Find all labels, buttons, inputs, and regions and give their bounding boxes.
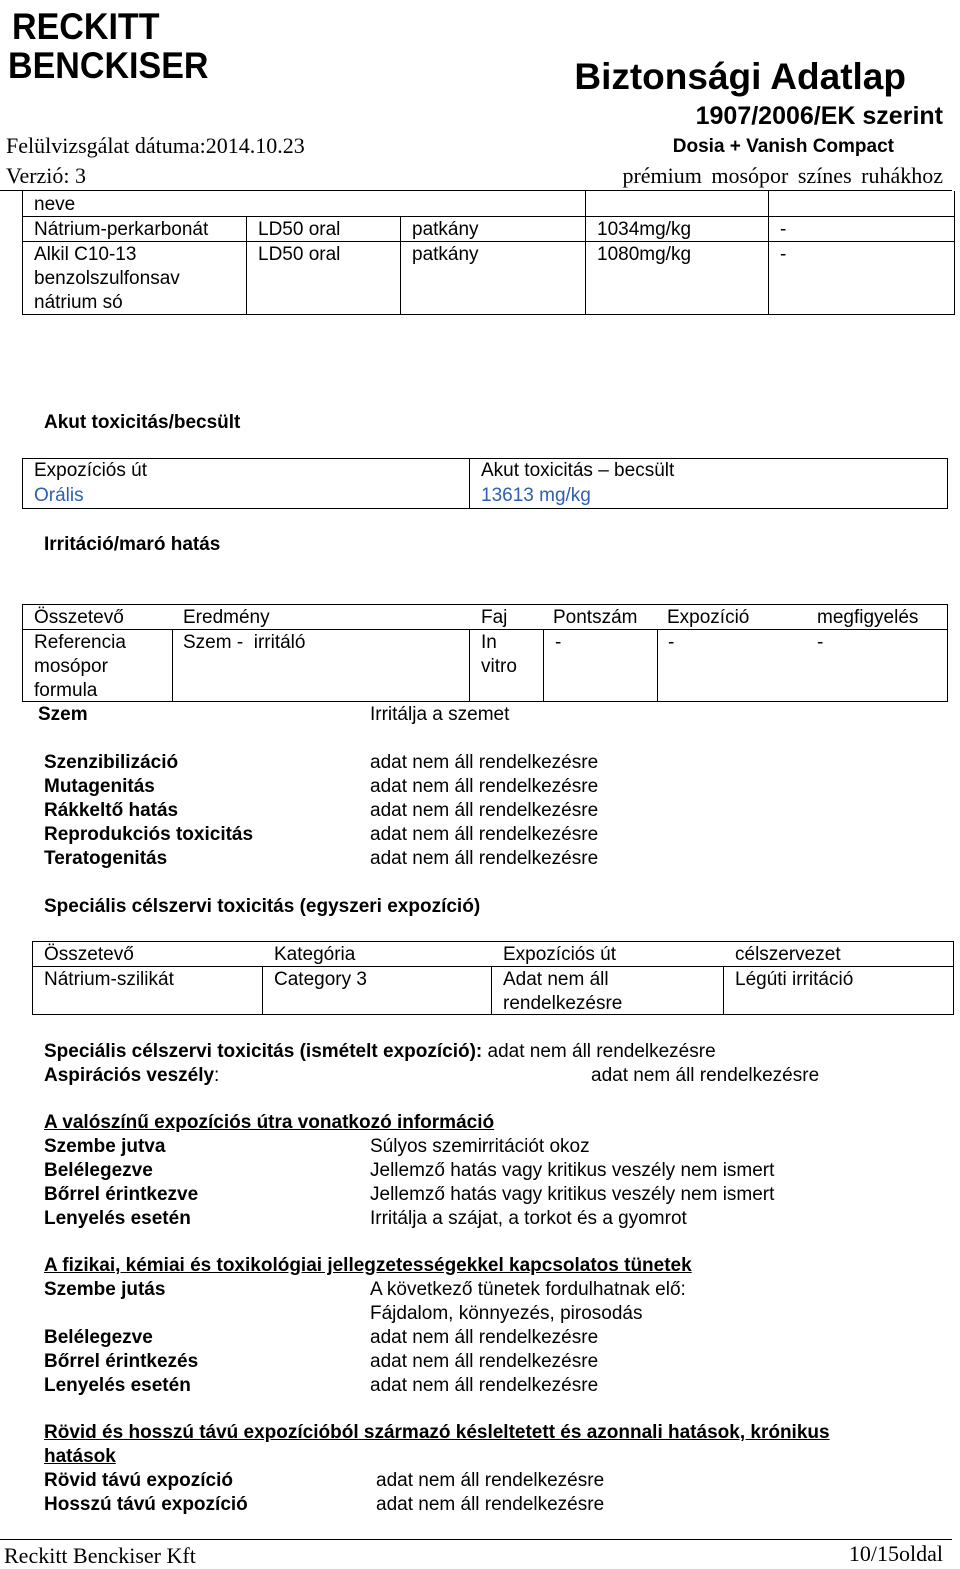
- ld50-row-2-species: patkány: [412, 244, 479, 265]
- stot-header-route: Expozíciós út: [503, 944, 616, 965]
- ld50-row-1-note: -: [780, 219, 787, 240]
- stot-row-route-line1: Adat nem áll: [503, 969, 609, 990]
- endpoint-value-mutagenicity: adat nem áll rendelkezésre: [370, 776, 599, 797]
- ld50-row-1-name: Nátrium-perkarbonát: [34, 219, 209, 240]
- symptom-value-ingestion: adat nem áll rendelkezésre: [370, 1375, 599, 1396]
- ld50-row-2-test: LD50 oral: [258, 244, 341, 265]
- route-label-skin: Bőrrel érintkezve: [44, 1184, 199, 1205]
- acute-col2-header: Akut toxicitás – becsült: [481, 460, 675, 481]
- irritation-header-component: Összetevő: [34, 607, 124, 628]
- irritation-row-observation: -: [817, 632, 824, 653]
- product-subtitle: prémium mosópor színes ruhákhoz: [622, 163, 943, 188]
- stot-row-route-line2: rendelkezésre: [503, 993, 623, 1014]
- stot-header-component: Összetevő: [44, 944, 134, 965]
- regulation: 1907/2006/EK szerint: [695, 102, 943, 130]
- acute-col2-value: 13613 mg/kg: [481, 485, 591, 506]
- symptom-label-ingestion: Lenyelés esetén: [44, 1375, 191, 1396]
- irritation-row-score: -: [555, 632, 562, 653]
- acute-col1-value: Orális: [34, 485, 84, 506]
- delayed-label-short: Rövid távú expozíció: [44, 1470, 233, 1491]
- ld50-row-1-test: LD50 oral: [258, 219, 341, 240]
- irritation-header-score: Pontszám: [553, 607, 638, 628]
- stot-row-component: Nátrium-szilikát: [44, 969, 174, 990]
- ld50-row-2-name-line3: nátrium só: [34, 292, 123, 313]
- route-label-inhalation: Belélegezve: [44, 1160, 153, 1181]
- endpoint-label-carcinogenicity: Rákkeltő hatás: [44, 800, 179, 821]
- endpoint-label-teratogenicity: Teratogenitás: [44, 848, 168, 869]
- irritation-row-name-line1: Referencia: [34, 632, 126, 653]
- logo-line-1: RECKITT: [12, 6, 160, 47]
- ld50-row-2-name-line1: Alkil C10-13: [34, 244, 137, 265]
- irritation-row-name-line3: formula: [34, 680, 98, 701]
- aspiration-value: adat nem áll rendelkezésre: [591, 1065, 820, 1086]
- route-value-inhalation: Jellemző hatás vagy kritikus veszély nem ismert: [370, 1160, 775, 1181]
- endpoint-value-reproductive: adat nem áll rendelkezésre: [370, 824, 599, 845]
- stot-repeated-line: [44, 1040, 716, 1064]
- footer-rule: [0, 1539, 952, 1540]
- document-title: Biztonsági Adatlap: [574, 56, 906, 97]
- route-label-eye: Szembe jutva: [44, 1136, 166, 1157]
- ld50-row-2-note: -: [780, 244, 787, 265]
- acute-estimate-heading: Akut toxicitás/becsült: [44, 412, 241, 433]
- eye-value: Irritálja a szemet: [370, 704, 510, 725]
- version: Verzió: 3: [6, 163, 87, 188]
- stot-row-category: Category 3: [274, 969, 367, 990]
- endpoint-value-carcinogenicity: adat nem áll rendelkezésre: [370, 800, 599, 821]
- stot-header-target: célszervezet: [735, 944, 841, 965]
- delayed-heading-line2: hatások: [44, 1446, 116, 1467]
- irritation-row-result: Szem - irritáló: [183, 632, 306, 653]
- irritation-row-exposure: -: [668, 632, 675, 653]
- delayed-heading-line1: Rövid és hosszú távú expozícióból származó késleltetett és azonnali hatások, krónikus: [44, 1422, 830, 1443]
- endpoint-value-sensitisation: adat nem áll rendelkezésre: [370, 752, 599, 773]
- symptoms-heading: A fizikai, kémiai és toxikológiai jellegzetességekkel kapcsolatos tünetek: [44, 1255, 692, 1276]
- irritation-row-name-line2: mosópor: [34, 656, 108, 677]
- symptom-label-skin: Bőrrel érintkezés: [44, 1351, 199, 1372]
- delayed-value-long: adat nem áll rendelkezésre: [376, 1494, 605, 1515]
- irritation-header-observation: megfigyelés: [817, 607, 919, 628]
- aspiration-label: Aspirációs veszély: [44, 1065, 215, 1086]
- irritation-row-species-line2: vitro: [481, 656, 517, 677]
- symptom-eye-line2: Fájdalom, könnyezés, pirosodás: [370, 1303, 643, 1324]
- endpoint-value-teratogenicity: adat nem áll rendelkezésre: [370, 848, 599, 869]
- review-date: Felülvizsgálat dátuma:2014.10.23: [6, 133, 305, 158]
- route-label-ingestion: Lenyelés esetén: [44, 1208, 191, 1229]
- symptom-label-inhalation: Belélegezve: [44, 1327, 153, 1348]
- irritation-heading: Irritáció/maró hatás: [44, 534, 221, 555]
- route-value-ingestion: Irritálja a szájat, a torkot és a gyomrot: [370, 1208, 687, 1229]
- stot-single-heading: Speciális célszervi toxicitás (egyszeri expozíció): [44, 896, 481, 917]
- aspiration-colon: :: [214, 1065, 220, 1086]
- ld50-row-1-value: 1034mg/kg: [597, 219, 692, 240]
- eye-label: Szem: [38, 704, 88, 725]
- footer-company: Reckitt Benckiser Kft: [4, 1543, 196, 1568]
- stot-row-target: Légúti irritáció: [735, 969, 854, 990]
- ld50-row-2-value: 1080mg/kg: [597, 244, 692, 265]
- route-value-skin: Jellemző hatás vagy kritikus veszély nem ismert: [370, 1184, 775, 1205]
- endpoint-label-reproductive: Reprodukciós toxicitás: [44, 824, 254, 845]
- stot-header-category: Kategória: [274, 944, 356, 965]
- endpoint-label-mutagenicity: Mutagenitás: [44, 776, 155, 797]
- symptom-label-eye: Szembe jutás: [44, 1279, 166, 1300]
- acute-col1-header: Expozíciós út: [34, 460, 147, 481]
- route-value-eye: Súlyos szemirritációt okoz: [370, 1136, 590, 1157]
- symptom-eye-line1: A következő tünetek fordulhatnak elő:: [370, 1279, 686, 1300]
- ld50-row-2-name-line2: benzolszulfonsav: [34, 268, 180, 289]
- header-rule: [0, 190, 952, 191]
- ld50-row-1-species: patkány: [412, 219, 479, 240]
- symptom-value-inhalation: adat nem áll rendelkezésre: [370, 1327, 599, 1348]
- irritation-header-exposure: Expozíció: [667, 607, 750, 628]
- stot-repeated-value: adat nem áll rendelkezésre: [487, 1041, 716, 1062]
- stot-repeated-label: Speciális célszervi toxicitás (ismételt expozíció):: [44, 1041, 483, 1062]
- aspiration-label-line: [44, 1064, 219, 1088]
- delayed-label-long: Hosszú távú expozíció: [44, 1494, 248, 1515]
- product-name: Dosia + Vanish Compact: [672, 136, 894, 157]
- logo-line-2: BENCKISER: [8, 45, 209, 86]
- irritation-row-species-line1: In: [481, 632, 497, 653]
- irritation-header-result: Eredmény: [183, 607, 270, 628]
- symptom-value-skin: adat nem áll rendelkezésre: [370, 1351, 599, 1372]
- routes-heading: A valószínű expozíciós útra vonatkozó információ: [44, 1112, 495, 1133]
- table-cont-label: neve: [34, 194, 76, 215]
- delayed-value-short: adat nem áll rendelkezésre: [376, 1470, 605, 1491]
- page-number: 10/15oldal: [848, 1541, 943, 1566]
- endpoint-label-sensitisation: Szenzibilizáció: [44, 752, 179, 773]
- irritation-header-species: Faj: [481, 607, 508, 628]
